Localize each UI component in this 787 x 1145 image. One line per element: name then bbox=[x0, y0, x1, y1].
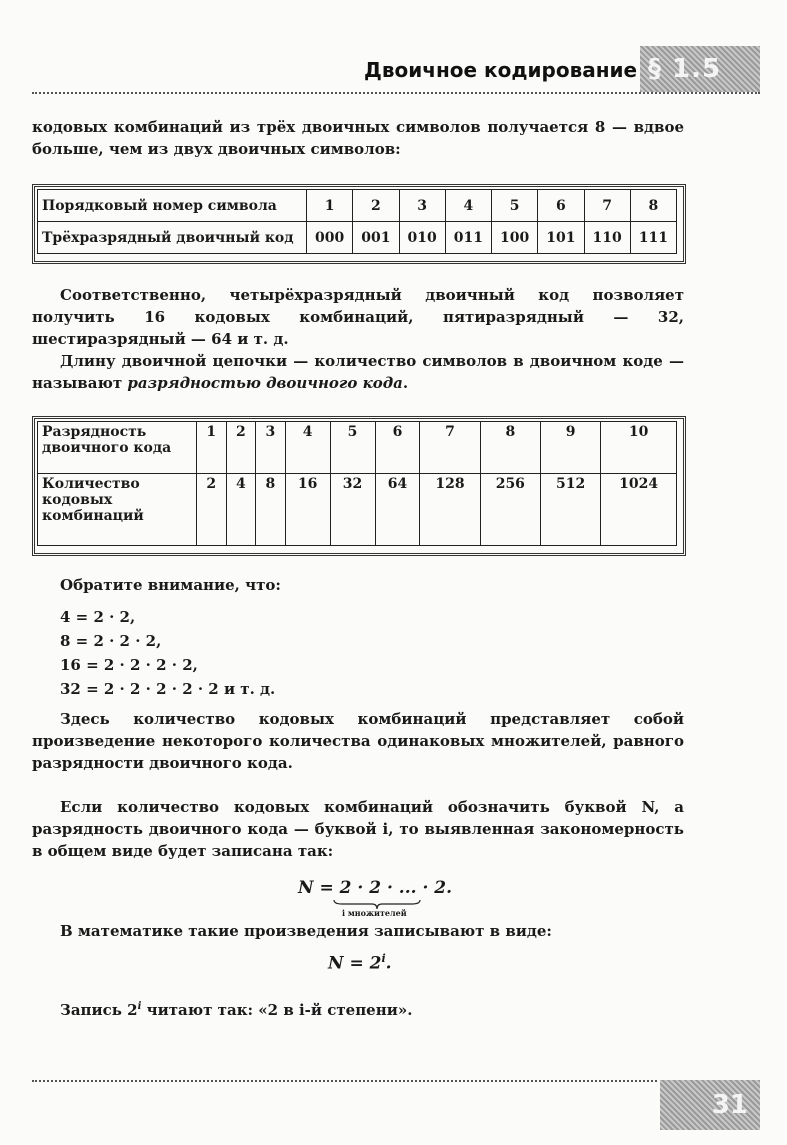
table1-cell: 001 bbox=[353, 222, 399, 254]
table2-cell: 128 bbox=[420, 474, 480, 546]
table1-row2-label: Трёхразрядный двоичный код bbox=[38, 222, 307, 254]
reading-text-b: читают так: «2 в i-й степени». bbox=[141, 1001, 413, 1019]
reading-text-a: Запись 2 bbox=[60, 1001, 138, 1019]
table1-cell: 8 bbox=[630, 190, 676, 222]
table2-cell: 64 bbox=[375, 474, 420, 546]
table1-cell: 4 bbox=[445, 190, 491, 222]
table2-row1-label: Разрядность двоичного кода bbox=[38, 422, 197, 474]
table2-cell: 16 bbox=[285, 474, 330, 546]
table2-cell: 10 bbox=[601, 422, 677, 474]
reading-exponent: i bbox=[137, 1001, 142, 1012]
table1-cell: 101 bbox=[538, 222, 584, 254]
formula-line: 8 = 2 · 2 · 2, bbox=[60, 632, 162, 650]
formula-line: 16 = 2 · 2 · 2 · 2, bbox=[60, 656, 198, 674]
power-base: N = 2 bbox=[328, 953, 382, 974]
definition-term: разрядностью двоичного кода bbox=[127, 374, 403, 392]
table1-cell: 011 bbox=[445, 222, 491, 254]
paragraph-product: Здесь количество кодовых комбинаций представляет собой произведение некоторого количества одинаковых множителей, равного разрядности двоичного кода. bbox=[32, 710, 684, 772]
power-formula: $N = 2^i$. bbox=[328, 952, 392, 974]
formula-line: 4 = 2 · 2, bbox=[60, 608, 136, 626]
intro-paragraph: кодовых комбинаций из трёх двоичных символов получается 8 — вдвое больше, чем из двух двоичных символов: bbox=[32, 118, 684, 158]
table2-cell: 9 bbox=[540, 422, 600, 474]
paragraph-math-notation: В математике такие произведения записывают в виде: bbox=[60, 922, 552, 940]
page-number: 31 bbox=[711, 1090, 748, 1120]
table2-cell: 32 bbox=[330, 474, 375, 546]
table1-row1-label: Порядковый номер символа bbox=[38, 190, 307, 222]
binary-code-table bbox=[37, 189, 677, 254]
table1-cell: 100 bbox=[492, 222, 538, 254]
table2-cell: 1024 bbox=[601, 474, 677, 546]
page-number-badge bbox=[660, 1080, 760, 1130]
product-formula: N = 2 · 2 · ... · 2. bbox=[298, 878, 453, 898]
table1-cell: 111 bbox=[630, 222, 676, 254]
paragraph-code-length: Соответственно, четырёхразрядный двоичный код позволяет получить 16 кодовых комбинаций, пятиразрядный — 32, шестиразрядный — 64 и т. д. bbox=[32, 286, 684, 348]
footer-divider bbox=[32, 1080, 657, 1082]
paragraph-definition: Длину двоичной цепочки — количество символов в двоичном коде — называют разрядностью двоичного кода. bbox=[32, 352, 684, 392]
table2-cell: 512 bbox=[540, 474, 600, 546]
power-exponent: i bbox=[381, 952, 386, 965]
note-title: Обратите внимание, что: bbox=[60, 576, 281, 594]
table2-cell: 6 bbox=[375, 422, 420, 474]
table2-cell: 1 bbox=[197, 422, 227, 474]
table2-cell: 2 bbox=[197, 474, 227, 546]
table2-cell: 8 bbox=[256, 474, 286, 546]
table2-cell: 8 bbox=[480, 422, 540, 474]
table1-cell: 2 bbox=[353, 190, 399, 222]
table1-cell: 3 bbox=[399, 190, 445, 222]
table2-row2-label: Количество кодовых комбинаций bbox=[38, 474, 197, 546]
table2-cell: 4 bbox=[285, 422, 330, 474]
table1-cell: 1 bbox=[307, 190, 353, 222]
table1-cell: 7 bbox=[584, 190, 630, 222]
section-number: § 1.5 bbox=[648, 54, 722, 84]
table2-cell: 3 bbox=[256, 422, 286, 474]
table2-cell: 7 bbox=[420, 422, 480, 474]
table2-cell: 2 bbox=[226, 422, 256, 474]
table1-cell: 110 bbox=[584, 222, 630, 254]
table2-cell: 5 bbox=[330, 422, 375, 474]
page-header-title: Двоичное кодирование bbox=[364, 58, 638, 82]
section-badge bbox=[640, 46, 760, 92]
paragraph-notation: Если количество кодовых комбинаций обозначить буквой N, а разрядность двоичного кода — буквой i, то выявленная закономерность в общем виде будет записана так: bbox=[32, 798, 684, 860]
table1-cell: 6 bbox=[538, 190, 584, 222]
bit-depth-table bbox=[37, 421, 677, 546]
table2-cell: 256 bbox=[480, 474, 540, 546]
brace-label: i множителей bbox=[342, 908, 407, 918]
table1-cell: 010 bbox=[399, 222, 445, 254]
table2-cell: 4 bbox=[226, 474, 256, 546]
paragraph-reading bbox=[60, 996, 660, 1021]
formula-line: 32 = 2 · 2 · 2 · 2 · 2 и т. д. bbox=[60, 680, 276, 698]
table1-cell: 000 bbox=[307, 222, 353, 254]
definition-text: Длину двоичной цепочки — количество символов в двоичном коде — называют bbox=[32, 352, 684, 392]
header-divider bbox=[32, 92, 760, 94]
table1-cell: 5 bbox=[492, 190, 538, 222]
